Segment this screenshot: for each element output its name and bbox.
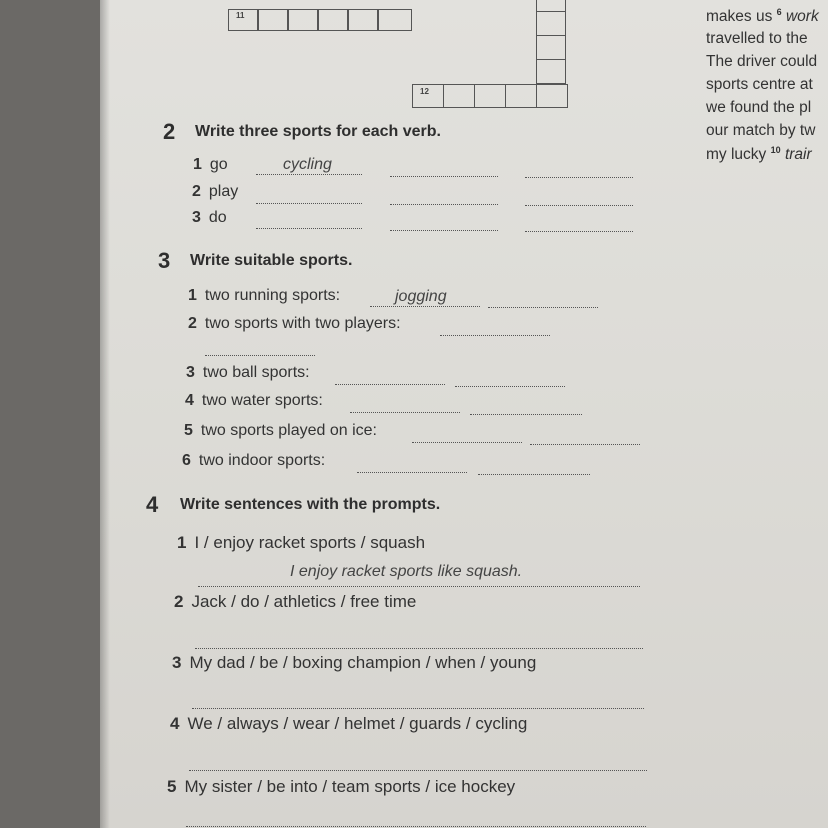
crossword-cell: [318, 9, 348, 31]
exercise-item: 4 two water sports:: [185, 392, 323, 409]
section-number: 2: [163, 119, 176, 144]
section-number: 4: [146, 492, 159, 517]
crossword-cell: [258, 9, 288, 31]
exercise-item: 2 two sports with two players:: [188, 315, 401, 332]
crossword-cell: [348, 9, 378, 31]
answer-blank[interactable]: [525, 163, 633, 178]
right-line: The driver could: [706, 53, 818, 70]
answer-blank[interactable]: [205, 341, 315, 356]
exercise-item: 5 two sports played on ice:: [184, 422, 377, 439]
exercise-item: 2 play: [192, 183, 239, 200]
handwritten-answer: jogging: [395, 288, 447, 305]
exercise-item: 2 Jack / do / athletics / free time: [174, 592, 417, 611]
answer-blank[interactable]: [195, 634, 643, 649]
answer-blank[interactable]: [488, 293, 598, 308]
section-heading: Write sentences with the prompts.: [180, 496, 441, 513]
answer-blank[interactable]: [189, 756, 647, 771]
crossword-cell: [474, 84, 506, 108]
crossword-clue-number: 12: [420, 87, 429, 96]
crossword-cell: [378, 9, 412, 31]
answer-blank[interactable]: [350, 398, 460, 413]
exercise-item: 4 We / always / wear / helmet / guards / cycling: [170, 714, 528, 733]
answer-blank[interactable]: [412, 428, 522, 443]
exercise-item: 1 go: [193, 156, 228, 173]
right-line: my lucky $^{10}$ trair: [706, 145, 812, 164]
answer-blank[interactable]: [357, 458, 467, 473]
crossword-cell: [443, 84, 475, 108]
exercise-item: 1 two running sports:: [188, 287, 341, 304]
crossword-clue-number: 11: [236, 11, 245, 20]
exercise-item: 5 My sister / be into / team sports / ice hockey: [167, 777, 516, 796]
right-line: travelled to the: [706, 30, 808, 47]
answer-blank[interactable]: [335, 370, 445, 385]
section-heading: Write suitable sports.: [190, 252, 353, 269]
answer-blank[interactable]: [525, 217, 633, 232]
right-line: makes us $^6$ work: [706, 7, 819, 26]
crossword-cell: [536, 84, 568, 108]
crossword-cell: [536, 35, 566, 60]
answer-blank[interactable]: [478, 460, 590, 475]
right-line: sports centre at: [706, 76, 813, 93]
answer-blank[interactable]: [390, 190, 498, 205]
crossword-cell: [288, 9, 318, 31]
answer-blank[interactable]: [390, 162, 498, 177]
section-number: 3: [158, 248, 171, 273]
answer-blank[interactable]: [186, 812, 646, 827]
answer-blank[interactable]: [440, 321, 550, 336]
answer-blank[interactable]: [390, 216, 498, 231]
right-line: we found the pl: [706, 99, 812, 116]
crossword-cell: [536, 11, 566, 36]
page-edge-shadow: [100, 0, 110, 828]
crossword-cell: [505, 84, 537, 108]
exercise-item: 1 I / enjoy racket sports / squash: [177, 533, 426, 552]
crossword-cell: [536, 59, 566, 84]
handwritten-answer: cycling: [283, 156, 332, 173]
handwritten-answer: I enjoy racket sports like squash.: [290, 563, 523, 580]
right-line: our match by tw: [706, 122, 816, 139]
answer-blank[interactable]: [192, 694, 644, 709]
answer-blank[interactable]: [455, 372, 565, 387]
answer-blank[interactable]: [525, 191, 633, 206]
answer-blank[interactable]: [470, 400, 582, 415]
exercise-item: 3 do: [192, 209, 227, 226]
exercise-item: 3 two ball sports:: [186, 364, 310, 381]
answer-blank[interactable]: [530, 430, 640, 445]
exercise-item: 3 My dad / be / boxing champion / when / young: [172, 653, 537, 672]
exercise-item: 6 two indoor sports:: [182, 452, 326, 469]
answer-blank[interactable]: [256, 214, 362, 229]
section-heading: Write three sports for each verb.: [195, 123, 441, 140]
answer-blank[interactable]: [256, 189, 362, 204]
